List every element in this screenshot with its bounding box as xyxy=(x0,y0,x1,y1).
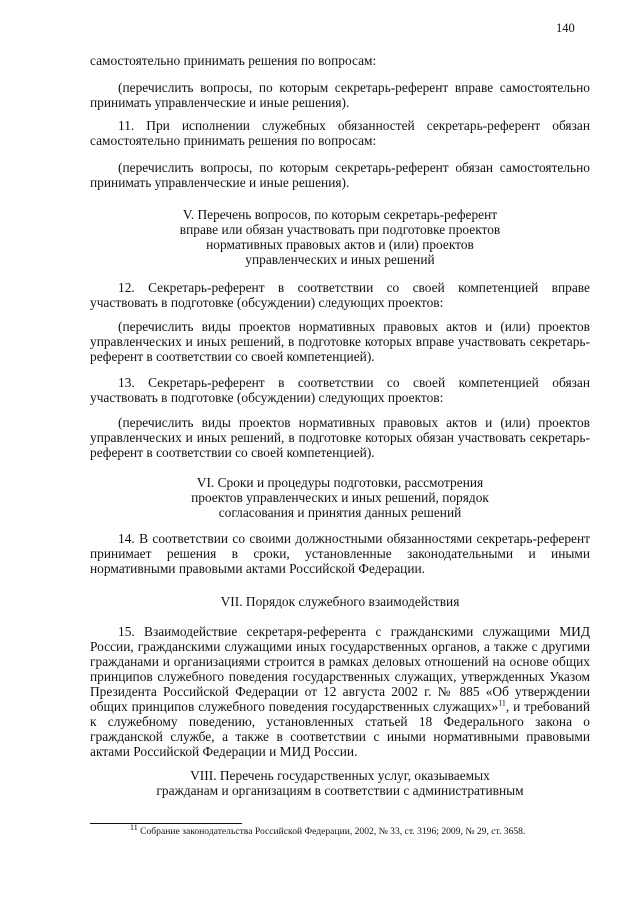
footnote-ref: 11 xyxy=(498,698,506,708)
paragraph-15-text: 15. Взаимодействие секретаря-референта с гражданскими служащими МИД России, гражданскими служащими иных государственных органов, а также с другими гражданами и организациями строится в рамках деловых отношений на основе общих принципов служебного поведения государственных служащих, утвержденных Указом Президента Российской Федерации от 12 августа 2002 г. № 885 «Об утверждении общих принципов служебного поведения государственных служащих» xyxy=(90,624,590,714)
section-heading-8 xyxy=(90,768,590,798)
section-heading-6 xyxy=(90,475,590,520)
heading-line: проектов управленческих и иных решений, порядок xyxy=(191,490,489,505)
footnote-text: Собрание законодательства Российской Федерации, 2002, № 33, ст. 3196; 2009, № 29, ст. 3658. xyxy=(137,826,526,837)
paragraph-continuation: самостоятельно принимать решения по вопросам: xyxy=(90,53,377,68)
footnote-mark: 11 xyxy=(130,822,138,832)
paragraph-13: 13. Секретарь-референт в соответствии со своей компетенцией обязан участвовать в подготовке (обсуждении) следующих проектов: xyxy=(90,375,590,405)
paragraph-instruction-11: (перечислить вопросы, по которым секретарь-референт обязан самостоятельно принимать управленческие и иные решения). xyxy=(90,160,590,190)
footnote-separator xyxy=(90,823,242,824)
heading-line: согласования и принятия данных решений xyxy=(218,505,462,520)
heading-line: нормативных правовых актов и (или) проектов xyxy=(206,237,474,252)
heading-line: V. Перечень вопросов, по которым секретарь-референт xyxy=(182,207,498,222)
footnote xyxy=(130,822,526,837)
paragraph-instruction-10: (перечислить вопросы, по которым секретарь-референт вправе самостоятельно принимать управленческие и иные решения). xyxy=(90,80,590,110)
paragraph-15-text-cont: , и требований к служебному поведению, установленных статьей 18 Федерального закона о гражданской службе, а также в соответствии с иными нормативными правовыми актами Российской Федерации и МИД России. xyxy=(90,699,590,759)
heading-line: VI. Сроки и процедуры подготовки, рассмотрения xyxy=(196,475,484,490)
paragraph-14: 14. В соответствии со своими должностными обязанностями секретарь-референт принимает решения в сроки, установленные законодательными и иными нормативными правовыми актами Российской Федерации. xyxy=(90,531,590,576)
page-number: 140 xyxy=(556,21,575,35)
paragraph-instruction-12: (перечислить виды проектов нормативных правовых актов и (или) проектов управленческих и иных решений, в подготовке которых вправе участвовать секретарь-референт в соответствии со своей компетенцией). xyxy=(90,319,590,364)
paragraph-12: 12. Секретарь-референт в соответствии со своей компетенцией вправе участвовать в подготовке (обсуждении) следующих проектов: xyxy=(90,280,590,310)
section-heading-5 xyxy=(90,207,590,267)
paragraph-11: 11. При исполнении служебных обязанностей секретарь-референт обязан самостоятельно принимать решения по вопросам: xyxy=(90,118,590,148)
paragraph-15 xyxy=(90,624,590,759)
heading-line: гражданам и организациям в соответствии с административным xyxy=(156,783,524,798)
heading-line: VIII. Перечень государственных услуг, оказываемых xyxy=(190,768,490,783)
heading-line: вправе или обязан участвовать при подготовке проектов xyxy=(179,222,501,237)
section-heading-7 xyxy=(90,594,590,609)
heading-line: VII. Порядок служебного взаимодействия xyxy=(220,594,460,609)
paragraph-instruction-13: (перечислить виды проектов нормативных правовых актов и (или) проектов управленческих и иных решений, в подготовке которых обязан участвовать секретарь-референт в соответствии со своей компетенцией). xyxy=(90,415,590,460)
heading-line: управленческих и иных решений xyxy=(245,252,435,267)
